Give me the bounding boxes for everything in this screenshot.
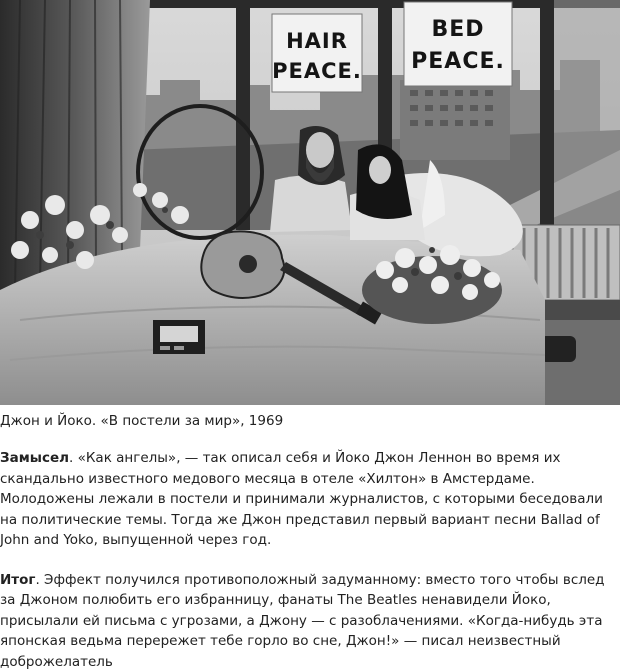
cassette-recorder xyxy=(153,320,205,354)
paragraph-idea-text: . «Как ангелы», — так описал себя и Йоко Джон Леннон во время их скандально известного медового месяца в отеле «Хилтон» в Амстердаме. Молодожены лежали в постели и принимали журналистов, с которыми беседовали на политические темы. Тогда же Джон представил первый вариант песни Ballad of John and Yoko, выпущенной через год. xyxy=(0,450,603,548)
sign-right-line2: PEACE. xyxy=(411,49,505,74)
paragraph-idea-lead: Замысел xyxy=(0,450,69,466)
paragraph-result-lead: Итог xyxy=(0,572,35,588)
sign-right-line1: BED xyxy=(431,17,484,42)
hair-peace-sign xyxy=(272,14,362,92)
paragraph-result xyxy=(0,570,620,672)
sign-left-line2: PEACE. xyxy=(272,59,362,83)
bed-peace-sign xyxy=(404,2,512,86)
paragraph-idea xyxy=(0,448,620,551)
paragraph-result-text: . Эффект получился противоположный задуманному: вместо того чтобы вслед за Джоном полюбить его избранницу, фанаты The Beatles ненавидели Йоко, присылали ей письма с угрозами, а Джону — с разоблачениями. «Когда-нибудь эта японская ведьма перережет тебе горло во сне, Джон!» — писал неизвестный доброжелатель xyxy=(0,572,605,670)
photo-caption: Джон и Йоко. «В постели за мир», 1969 xyxy=(0,412,620,430)
sign-left-line1: HAIR xyxy=(286,29,348,53)
